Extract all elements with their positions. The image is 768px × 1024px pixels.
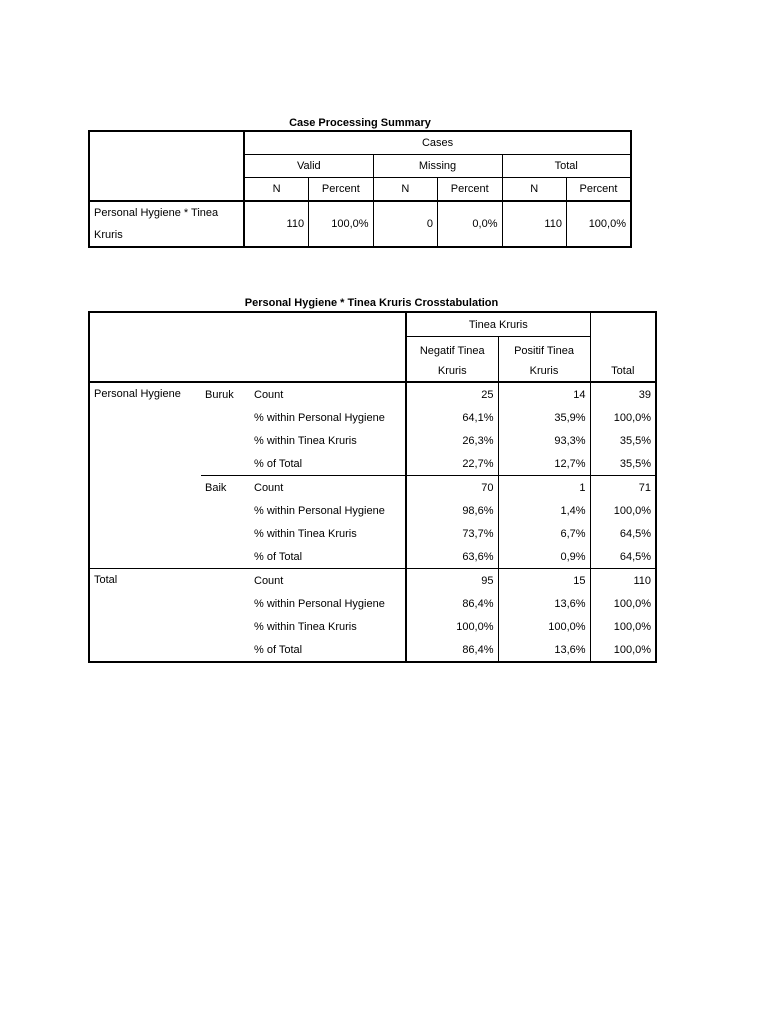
crosstab-cell: 100,0% — [613, 643, 652, 656]
crosstab-col-header-positif: Positif Tinea Kruris — [498, 337, 590, 383]
summary-value-cell: 110 — [502, 201, 566, 247]
crosstab-cell: 15 — [498, 569, 590, 593]
crosstab-cell: 110 — [633, 574, 652, 587]
crosstab-total-row-label: Total — [89, 569, 250, 663]
crosstab-stat-label: Count — [250, 569, 406, 593]
summary-group-valid: Valid — [244, 155, 373, 178]
summary-subheader: N — [502, 178, 566, 202]
crosstab-cell: 86,4% — [406, 592, 498, 615]
crosstab-cell: 63,6% — [406, 545, 498, 569]
crosstab-cell: 39 — [638, 388, 652, 401]
crosstab-stat-label: % of Total — [250, 638, 406, 662]
crosstab-col-group-header: Tinea Kruris — [406, 312, 590, 337]
crosstab-cell: 100,0% — [613, 620, 652, 633]
crosstab-cell: 25 — [406, 382, 498, 406]
crosstab-cell: 64,5% — [619, 527, 652, 540]
crosstab-cell: 100,0% — [498, 615, 590, 638]
summary-subheader: Percent — [438, 178, 502, 202]
crosstab-col-total-header: Total — [590, 312, 656, 382]
summary-title: Case Processing Summary — [289, 117, 431, 129]
summary-value-cell: 110 — [244, 201, 308, 247]
crosstab-cell: 100,0% — [613, 504, 652, 517]
crosstab-corner-cell — [89, 312, 406, 382]
crosstab-cell: 100,0% — [406, 615, 498, 638]
crosstab-cell: 71 — [638, 481, 652, 494]
summary-subheader: Percent — [309, 178, 373, 202]
crosstab-cell: 1 — [498, 476, 590, 500]
case-processing-summary-table — [88, 130, 632, 248]
crosstab-cell: 12,7% — [498, 452, 590, 476]
summary-subheader: N — [373, 178, 437, 202]
summary-group-missing: Missing — [373, 155, 502, 178]
crosstab-stat-label: % of Total — [250, 452, 406, 476]
crosstab-cell: 70 — [406, 476, 498, 500]
crosstab-cell: 35,9% — [498, 406, 590, 429]
crosstab-table — [88, 311, 657, 663]
crosstab-stat-label: Count — [250, 382, 406, 406]
crosstab-stat-label: % within Personal Hygiene — [250, 499, 406, 522]
crosstab-cell: 26,3% — [406, 429, 498, 452]
crosstab-cell: 86,4% — [406, 638, 498, 662]
crosstab-level-label: Baik — [205, 481, 227, 494]
summary-subheader: N — [244, 178, 308, 202]
crosstab-cell: 14 — [498, 382, 590, 406]
crosstab-cell: 98,6% — [406, 499, 498, 522]
crosstab-cell: 73,7% — [406, 522, 498, 545]
summary-value-cell: 100,0% — [588, 218, 626, 230]
summary-value-cell: 0,0% — [438, 201, 502, 247]
crosstab-cell: 6,7% — [498, 522, 590, 545]
summary-cases-header: Cases — [244, 131, 631, 155]
crosstab-cell: 35,5% — [619, 434, 652, 447]
crosstab-cell: 64,5% — [590, 545, 656, 569]
crosstab-cell: 13,6% — [498, 638, 590, 662]
crosstab-stat-label: Count — [250, 476, 406, 500]
summary-group-total: Total — [502, 155, 631, 178]
crosstab-stat-label: % within Tinea Kruris — [250, 522, 406, 545]
crosstab-cell: 93,3% — [498, 429, 590, 452]
crosstab-cell: 64,1% — [406, 406, 498, 429]
crosstab-stat-label: % within Personal Hygiene — [250, 406, 406, 429]
crosstab-stat-label: % within Tinea Kruris — [250, 429, 406, 452]
crosstab-cell: 13,6% — [498, 592, 590, 615]
summary-row-label: Personal Hygiene * Tinea Kruris — [89, 201, 244, 247]
crosstab-stat-label: % within Tinea Kruris — [250, 615, 406, 638]
crosstab-col-header-negatif: Negatif Tinea Kruris — [406, 337, 498, 383]
summary-value-cell: 100,0% — [309, 201, 373, 247]
summary-subheader: Percent — [566, 178, 631, 202]
crosstab-stat-label: % of Total — [250, 545, 406, 569]
crosstab-row-var-label: Personal Hygiene — [94, 388, 181, 400]
crosstab-level-label: Buruk — [205, 388, 234, 401]
crosstab-cell: 0,9% — [498, 545, 590, 569]
crosstab-stat-label: % within Personal Hygiene — [250, 592, 406, 615]
crosstab-cell: 35,5% — [590, 452, 656, 476]
crosstab-cell: 100,0% — [613, 597, 652, 610]
summary-corner-cell — [89, 131, 244, 201]
crosstab-cell: 1,4% — [498, 499, 590, 522]
crosstab-title: Personal Hygiene * Tinea Kruris Crosstabulation — [244, 297, 499, 309]
crosstab-cell: 100,0% — [613, 411, 652, 424]
crosstab-cell: 22,7% — [406, 452, 498, 476]
crosstab-cell: 95 — [406, 569, 498, 593]
summary-value-cell: 0 — [373, 201, 437, 247]
